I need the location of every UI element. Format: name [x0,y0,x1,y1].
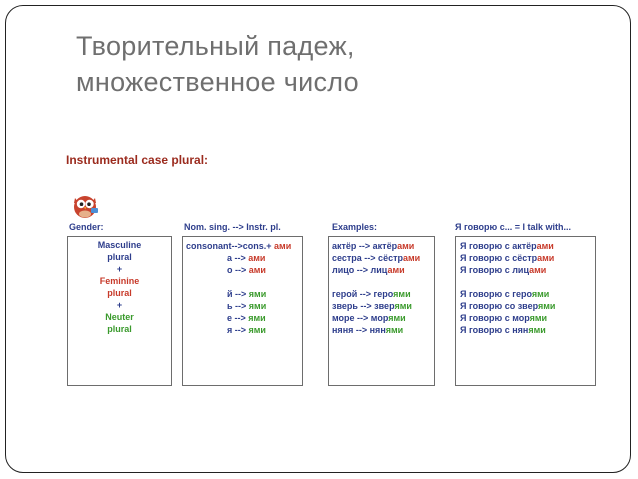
example-row [332,300,434,312]
gender-plural-3: plural [107,324,132,334]
example-row [332,324,434,336]
example-stem: актёр --> актёр [332,241,398,251]
gender-plus-1: + [116,264,123,274]
ending-row-consonant [186,240,302,252]
talk-row [460,288,595,300]
ending-cons-plus: cons.+ [242,241,275,251]
example-row [332,240,434,252]
example-ending: ами [397,241,415,251]
ending-row-e [186,312,302,324]
talk-row [460,312,595,324]
ending-spacer [186,276,302,288]
gender-neuter: Neuter [105,312,134,322]
example-stem: няня --> нян [332,325,386,335]
talk-stem: Я говорю с мор [460,313,530,323]
talk-ending: ами [537,253,555,263]
talk-row [460,252,595,264]
ending-to: ями [248,313,266,323]
gender-box [67,236,172,386]
talk-stem: Я говорю с сёстр [460,253,538,263]
ending-to: ями [248,289,267,299]
slide-title [76,28,359,100]
ending-row-o [186,264,302,276]
column-label-endings: Nom. sing. --> Instr. pl. [184,222,281,232]
talk-ending: ями [537,301,556,311]
example-stem: лицо --> лиц [332,265,388,275]
talk-stem: Я говорю со звер [460,301,538,311]
column-label-talk: Я говорю с... = I talk with... [455,222,571,232]
talk-stem: Я говорю с нян [460,325,529,335]
gender-feminine: Feminine [99,276,140,286]
example-row [332,312,434,324]
example-ending: ями [393,289,411,299]
gender-masculine: Masculine [97,240,142,250]
example-ending: ами [402,253,421,263]
endings-box [182,236,303,386]
example-ending: ями [388,313,406,323]
talk-row [460,300,595,312]
example-spacer [332,276,434,288]
gender-plural-2: plural [107,288,132,298]
ending-to: ами [248,253,266,263]
card-heading: Instrumental case plural: [66,153,209,167]
ending-arrow: --> [231,241,243,251]
talk-ending: ями [528,325,546,335]
talk-spacer [460,276,595,288]
ending-to: ями [248,325,266,335]
talk-stem: Я говорю с лиц [460,265,530,275]
ending-to: ами [248,265,266,275]
ending-from: й --> [227,289,249,299]
owl-mascot-icon [70,190,100,220]
talk-ending: ями [529,313,548,323]
ending-consonant: consonant [186,241,232,251]
example-ending: ями [385,325,404,335]
ending-to: ями [248,301,267,311]
example-stem: сестра --> сёстр [332,253,403,263]
example-row [332,252,434,264]
gender-plural-1: plural [107,252,132,262]
grammar-card [66,153,605,387]
ending-row-soft-sign [186,300,302,312]
title-line-1: Творительный падеж, [76,31,355,61]
ending-from: я --> [227,325,249,335]
ending-row-a [186,252,302,264]
talk-ending: ями [531,289,550,299]
ending-from: е --> [227,313,249,323]
ending-from: а --> [227,253,249,263]
example-ending: ями [394,301,412,311]
example-ending: ами [387,265,405,275]
talk-box [455,236,596,386]
example-stem: зверь --> звер [332,301,395,311]
ending-from: ь --> [227,301,249,311]
example-row [332,288,434,300]
talk-row [460,240,595,252]
talk-stem: Я говорю с актёр [460,241,537,251]
examples-box [328,236,435,386]
talk-row [460,324,595,336]
example-row [332,264,434,276]
talk-ending: ами [529,265,547,275]
ending-ami: ами [274,241,292,251]
talk-stem: Я говорю с геро [460,289,532,299]
ending-from: о --> [227,265,249,275]
gender-plus-2: + [116,300,123,310]
example-stem: герой --> геро [332,289,394,299]
ending-row-i-kratkoe [186,288,302,300]
example-stem: море --> мор [332,313,389,323]
talk-ending: ами [536,241,554,251]
column-label-gender: Gender: [69,222,104,232]
column-label-examples: Examples: [332,222,378,232]
ending-row-ya [186,324,302,336]
talk-row [460,264,595,276]
title-line-2: множественное число [76,67,359,97]
